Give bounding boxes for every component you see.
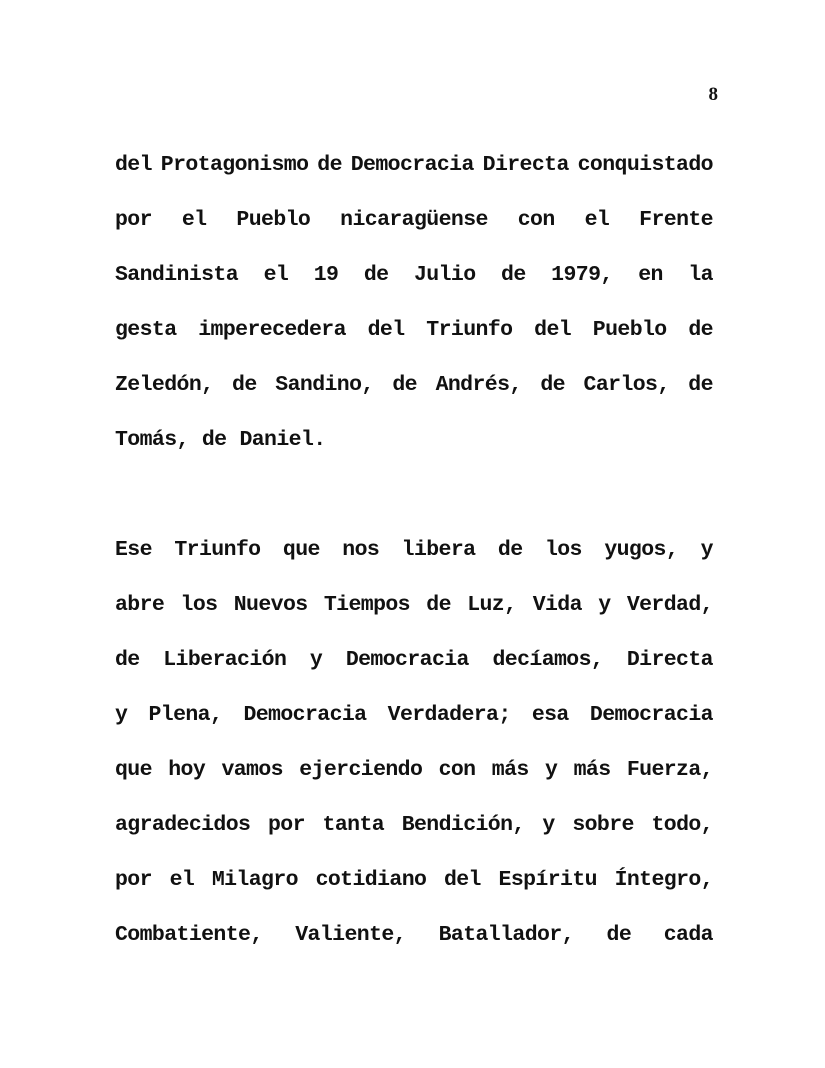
word: Combatiente, xyxy=(115,923,263,947)
word: 19 xyxy=(313,263,339,287)
word: de xyxy=(688,373,713,397)
word: con xyxy=(438,758,476,782)
text-line xyxy=(115,697,713,752)
word: de xyxy=(426,593,451,617)
word: nicaragüense xyxy=(340,208,488,232)
word: de xyxy=(392,373,417,397)
word: libera xyxy=(401,538,476,562)
word: de xyxy=(232,373,257,397)
word: y xyxy=(115,703,128,727)
paragraph-1 xyxy=(115,147,713,477)
word: tanta xyxy=(322,813,385,837)
text-line-content xyxy=(115,697,713,733)
text-line-content xyxy=(115,312,713,348)
word: más xyxy=(573,758,611,782)
word: Pueblo xyxy=(236,208,311,232)
page-number: 8 xyxy=(708,84,718,105)
word: Íntegro, xyxy=(614,868,713,892)
word: Directa xyxy=(482,153,569,177)
text-line xyxy=(115,367,713,422)
text-line xyxy=(115,532,713,587)
text-line-content xyxy=(115,532,713,568)
text-line xyxy=(115,147,713,202)
text-line xyxy=(115,642,713,697)
word: el xyxy=(584,208,610,232)
word: los xyxy=(180,593,218,617)
word: el xyxy=(169,868,195,892)
word: por xyxy=(115,208,152,232)
word: de xyxy=(497,538,523,562)
word: de xyxy=(115,648,140,672)
word: Democracia xyxy=(345,648,469,672)
text-line xyxy=(115,807,713,862)
word: de xyxy=(688,318,713,342)
word: ejerciendo xyxy=(299,758,423,782)
word: de xyxy=(201,428,227,452)
word: Fuerza, xyxy=(626,758,713,782)
text-line xyxy=(115,202,713,257)
word: del xyxy=(534,318,572,342)
word: Verdad, xyxy=(626,593,713,617)
word: de xyxy=(317,153,342,177)
word: Sandino, xyxy=(275,373,374,397)
word: Zeledón, xyxy=(115,373,214,397)
text-line xyxy=(115,917,713,972)
word: agradecidos xyxy=(115,813,251,837)
word: decíamos, xyxy=(492,648,604,672)
word: Frente xyxy=(639,208,713,232)
text-line xyxy=(115,862,713,917)
text-line-content xyxy=(115,422,713,458)
word: y xyxy=(545,758,558,782)
word: de xyxy=(606,923,632,947)
text-line-content xyxy=(115,862,713,898)
word: Triunfo xyxy=(426,318,513,342)
word: Julio xyxy=(413,263,476,287)
word: Tiempos xyxy=(323,593,410,617)
word: Protagonismo xyxy=(160,153,309,177)
word: Verdadera; xyxy=(387,703,511,727)
word: nos xyxy=(342,538,380,562)
word: Batallador, xyxy=(438,923,574,947)
word: Daniel. xyxy=(239,428,326,452)
word: del xyxy=(367,318,405,342)
word: Pueblo xyxy=(592,318,667,342)
text-line-content xyxy=(115,257,713,293)
word: Tomás, xyxy=(115,428,189,452)
word: del xyxy=(443,868,481,892)
text-line-content xyxy=(115,752,713,788)
word: la xyxy=(688,263,713,287)
word: que xyxy=(282,538,320,562)
word: Plena, xyxy=(148,703,223,727)
word: Triunfo xyxy=(174,538,261,562)
word: por xyxy=(267,813,305,837)
word: Liberación xyxy=(163,648,287,672)
word: hoy xyxy=(168,758,206,782)
word: Vida xyxy=(532,593,582,617)
text-line-content xyxy=(115,202,713,238)
word: Sandinista xyxy=(115,263,239,287)
text-line xyxy=(115,312,713,367)
word: los xyxy=(544,538,582,562)
word: de xyxy=(363,263,389,287)
text-line-content xyxy=(115,367,713,403)
text-line-content xyxy=(115,147,713,183)
word: Milagro xyxy=(211,868,298,892)
word: y xyxy=(700,538,713,562)
word: y xyxy=(309,648,323,672)
word: Carlos, xyxy=(583,373,670,397)
word: Nuevos xyxy=(233,593,308,617)
word: Bendición, xyxy=(401,813,525,837)
word: en xyxy=(638,263,663,287)
word: Valiente, xyxy=(295,923,406,947)
word: 1979, xyxy=(551,263,613,287)
word: Luz, xyxy=(467,593,517,617)
text-line xyxy=(115,422,713,477)
word: abre xyxy=(115,593,165,617)
word: sobre xyxy=(572,813,634,837)
word: que xyxy=(115,758,152,782)
word: Democracia xyxy=(350,153,474,177)
word: cotidiano xyxy=(315,868,427,892)
word: y xyxy=(598,593,611,617)
word: todo, xyxy=(651,813,713,837)
text-line-content xyxy=(115,587,713,623)
text-line-content xyxy=(115,807,713,843)
word: Democracia xyxy=(589,703,713,727)
word: más xyxy=(491,758,529,782)
word: de xyxy=(501,263,526,287)
text-line-content xyxy=(115,917,713,953)
word: yugos, xyxy=(604,538,679,562)
word: Ese xyxy=(115,538,152,562)
word: Democracia xyxy=(243,703,367,727)
text-line xyxy=(115,257,713,312)
word: esa xyxy=(531,703,569,727)
word: el xyxy=(181,208,207,232)
word: Andrés, xyxy=(435,373,522,397)
word: Directa xyxy=(626,648,713,672)
word: el xyxy=(263,263,289,287)
word: cada xyxy=(663,923,713,947)
word: del xyxy=(115,153,152,177)
word: de xyxy=(540,373,565,397)
word: imperecedera xyxy=(198,318,346,342)
paragraph-2 xyxy=(115,532,713,972)
word: vamos xyxy=(221,758,283,782)
text-line-content xyxy=(115,642,713,678)
word: y xyxy=(542,813,555,837)
word: conquistado xyxy=(577,153,713,177)
word: con xyxy=(517,208,555,232)
word: gesta xyxy=(115,318,177,342)
word: por xyxy=(115,868,152,892)
text-line xyxy=(115,752,713,807)
text-line xyxy=(115,587,713,642)
word: Espíritu xyxy=(498,868,597,892)
